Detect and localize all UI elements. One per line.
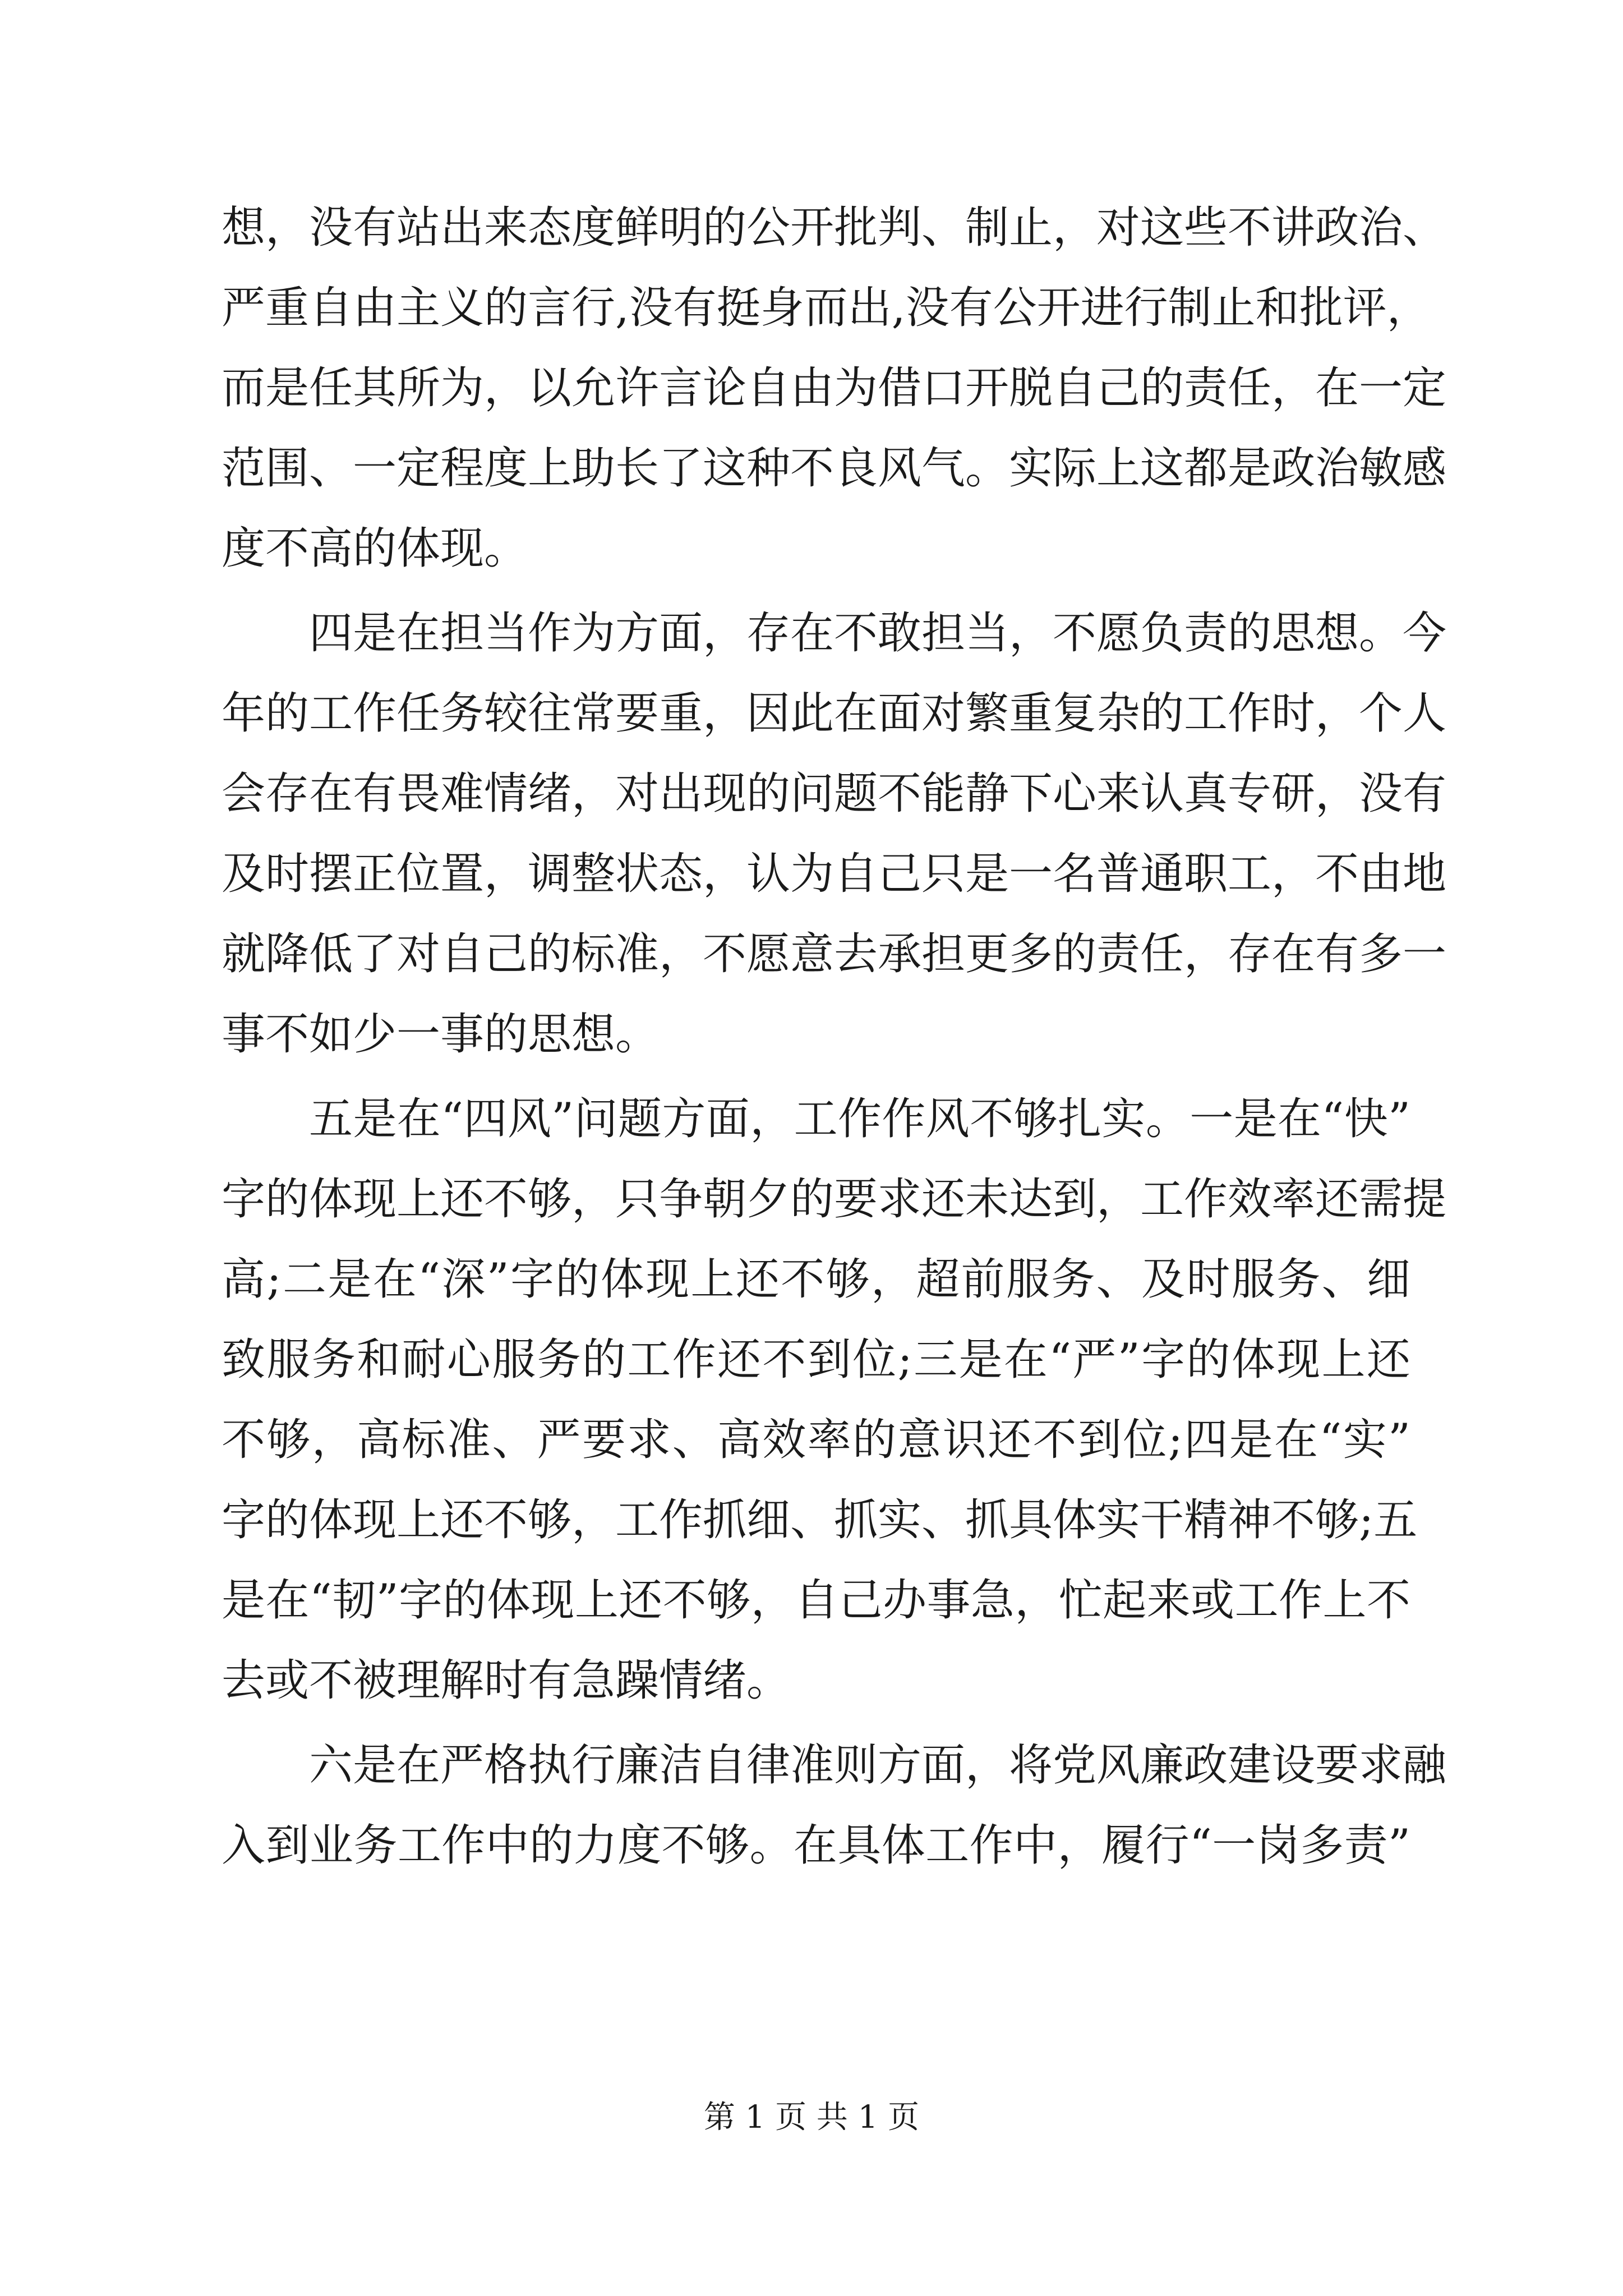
text-line: 去或不被理解时有急躁情绪。 [222,1655,791,1706]
text-line: 致服务和耐心服务的工作还不到位;三是在“严”字的体现上还 [222,1335,1410,1385]
text-line: 五是在“四风”问题方面，工作作风不够扎实。一是在“快” [309,1094,1410,1144]
paragraph-3 [222,1079,1447,1721]
text-line: 事不如少一事的思想。 [222,1009,660,1060]
text-line: 会存在有畏难情绪，对出现的问题不能静下心来认真专研，没有 [222,769,1447,819]
text-line: 就降低了对自己的标准，不愿意去承担更多的责任，存在有多一 [222,929,1447,979]
text-line: 入到业务工作中的力度不够。在具体工作中，履行“一岗多责” [222,1820,1410,1871]
text-line: 范围、一定程度上助长了这种不良风气。实际上这都是政治敏感 [222,443,1447,494]
text-line: 严重自由主义的言行,没有挺身而出,没有公开进行制止和批评， [222,283,1431,333]
paragraph-2 [222,593,1447,1075]
text-line: 度不高的体现。 [222,523,528,574]
text-line: 四是在担当作为方面，存在不敢担当，不愿负责的思想。今 [309,608,1447,659]
text-line: 不够，高标准、严要求、高效率的意识还不到位;四是在“实” [222,1415,1410,1465]
text-line: 高;二是在“深”字的体现上还不够，超前服务、及时服务、细 [222,1254,1410,1305]
text-line: 字的体现上还不够，只争朝夕的要求还未达到，工作效率还需提 [222,1174,1447,1225]
text-line: 字的体现上还不够，工作抓细、抓实、抓具体实干精神不够;五 [222,1495,1418,1545]
text-line: 是在“韧”字的体现上还不够，自己办事急，忙起来或工作上不 [222,1575,1410,1626]
page-footer: 第 1 页 共 1 页 [703,2099,920,2136]
text-line: 而是任其所为，以允许言论自由为借口开脱自己的责任，在一定 [222,363,1447,413]
text-line: 想，没有站出来态度鲜明的公开批判、制止，对这些不讲政治、 [222,203,1447,253]
document-body [222,188,1447,1890]
text-line: 及时摆正位置，调整状态，认为自己只是一名普通职工，不由地 [222,849,1447,899]
paragraph-4 [222,1726,1447,1886]
text-line: 年的工作任务较往常要重，因此在面对繁重复杂的工作时，个人 [222,688,1447,739]
text-line: 六是在严格执行廉洁自律准则方面，将党风廉政建设要求融 [309,1740,1447,1791]
paragraph-1 [222,188,1447,589]
